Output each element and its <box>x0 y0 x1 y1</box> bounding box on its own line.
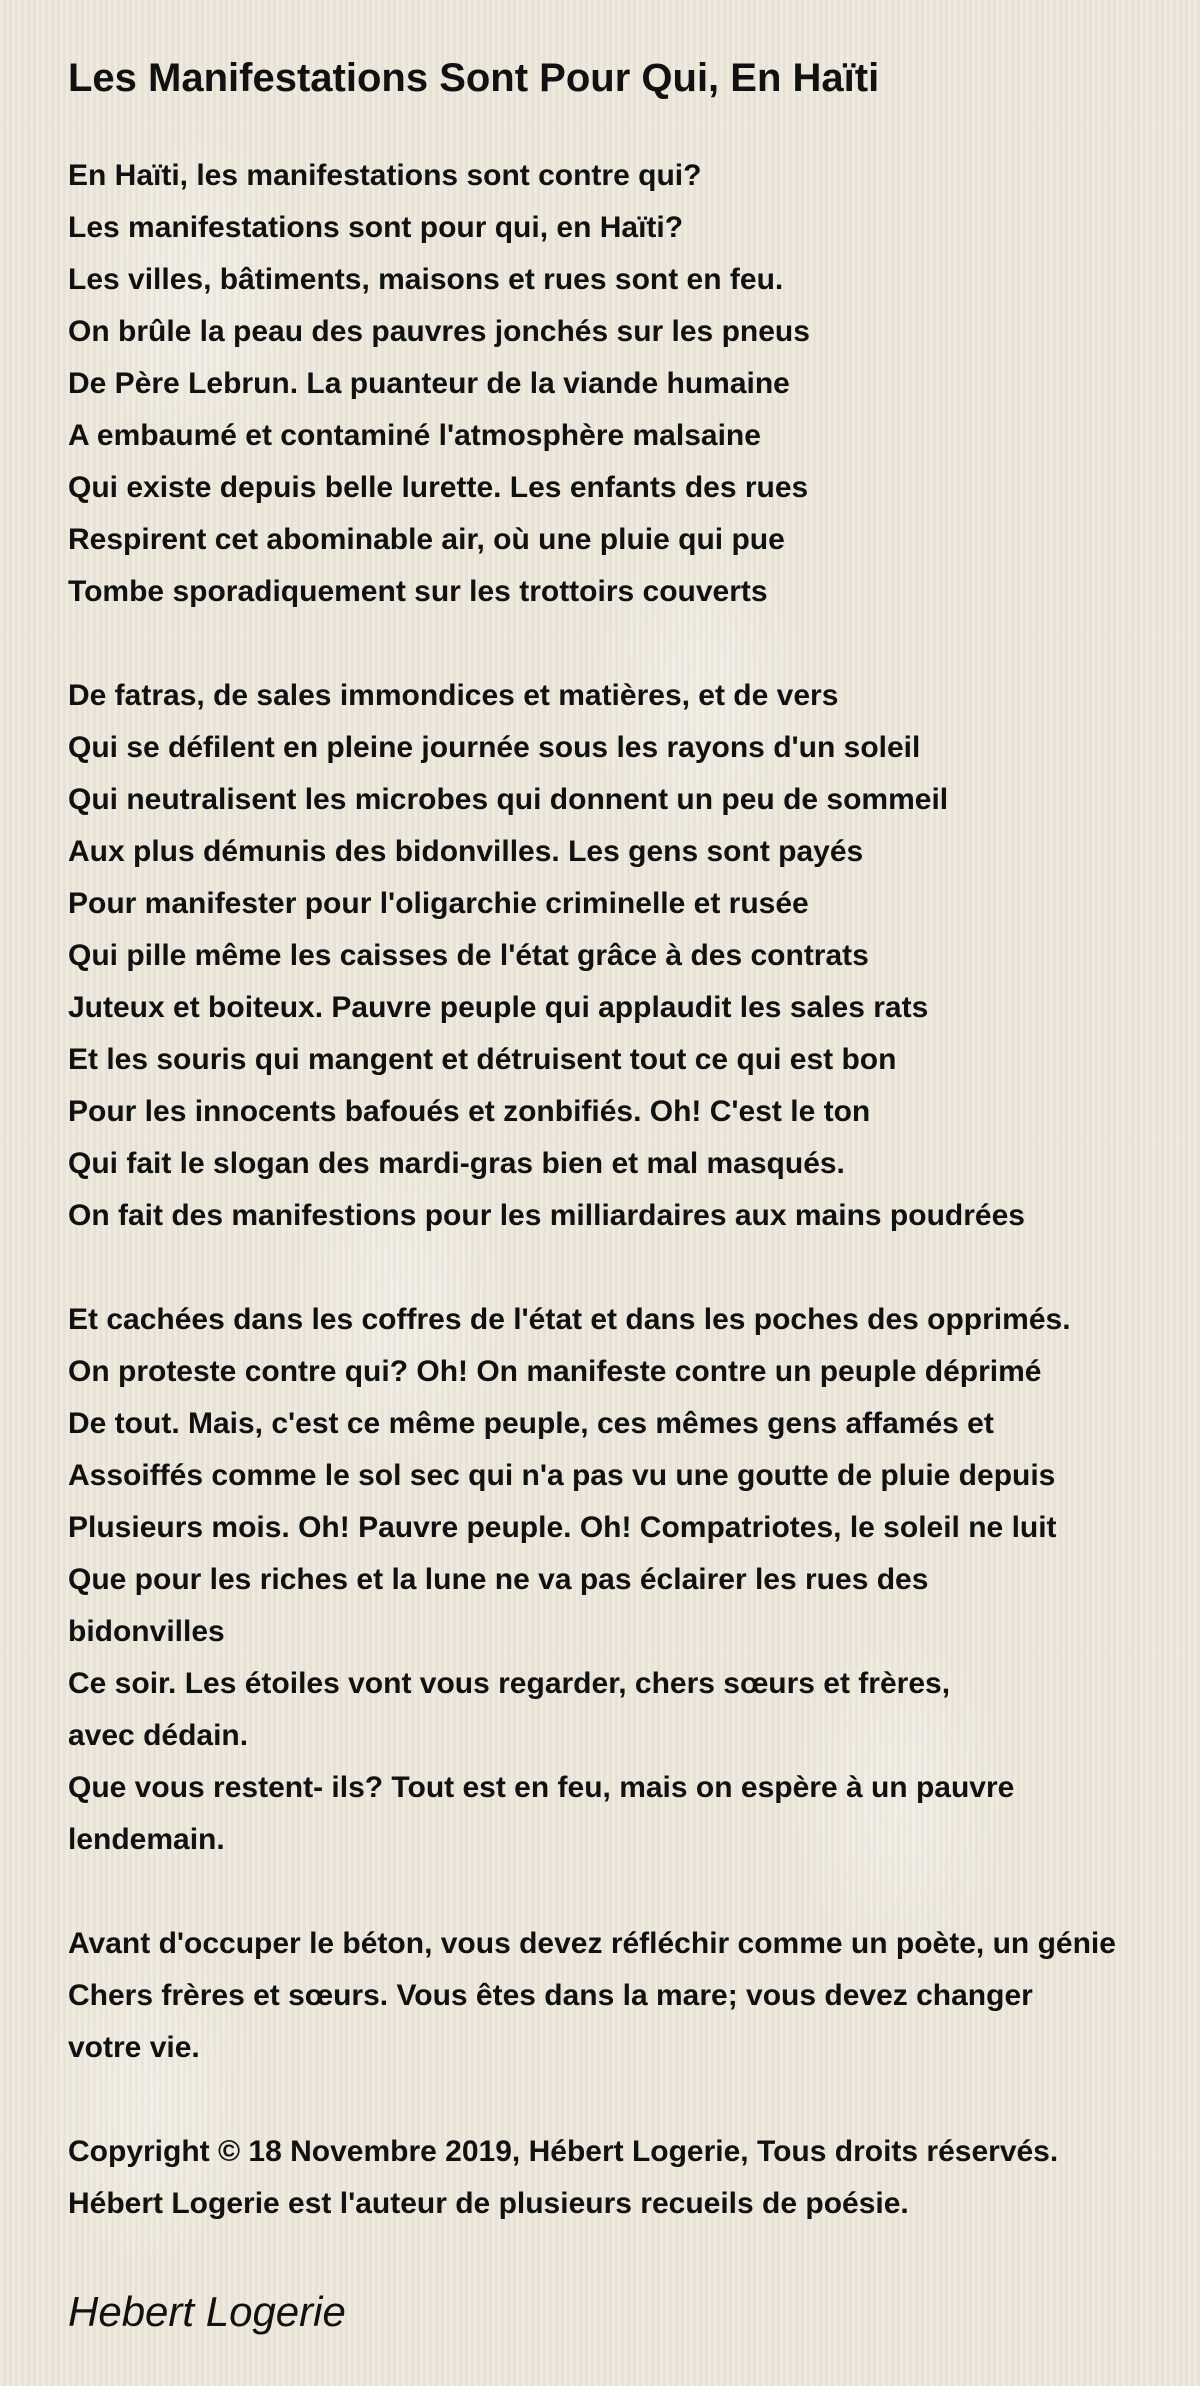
poem-line: Les manifestations sont pour qui, en Haïti? <box>68 211 684 244</box>
poem-author: Hebert Logerie <box>68 2288 346 2335</box>
poem-line: Copyright © 18 Novembre 2019, Hébert Logerie, Tous droits réservés. <box>68 2135 1059 2168</box>
poem-line: Respirent cet abominable air, où une pluie qui pue <box>68 523 785 556</box>
poem-line: Et les souris qui mangent et détruisent tout ce qui est bon <box>68 1043 897 1076</box>
poem-line: bidonvilles <box>68 1615 225 1648</box>
poem-line: Hébert Logerie est l'auteur de plusieurs recueils de poésie. <box>68 2187 909 2220</box>
poem-line: votre vie. <box>68 2031 200 2064</box>
poem-line: Pour manifester pour l'oligarchie criminelle et rusée <box>68 887 809 920</box>
poem-line: Assoiffés comme le sol sec qui n'a pas vu une goutte de pluie depuis <box>68 1459 1056 1492</box>
poem-page <box>68 50 1200 2342</box>
poem-line: Et cachées dans les coffres de l'état et dans les poches des opprimés. <box>68 1303 1071 1336</box>
poem-line: Aux plus démunis des bidonvilles. Les gens sont payés <box>68 835 864 868</box>
poem-line: On proteste contre qui? Oh! On manifeste contre un peuple déprimé <box>68 1355 1042 1388</box>
poem-line: Qui neutralisent les microbes qui donnent un peu de sommeil <box>68 783 949 816</box>
stanza-3 <box>68 1294 1200 1866</box>
stanza-1 <box>68 150 1200 618</box>
poem-line: lendemain. <box>68 1823 225 1856</box>
poem-line: Qui fait le slogan des mardi-gras bien et mal masqués. <box>68 1147 845 1180</box>
poem-title: Les Manifestations Sont Pour Qui, En Haïti <box>68 56 880 100</box>
poem-line: Que vous restent- ils? Tout est en feu, mais on espère à un pauvre <box>68 1771 1015 1804</box>
poem-body <box>68 150 1200 2230</box>
poem-line: Qui existe depuis belle lurette. Les enfants des rues <box>68 471 809 504</box>
poem-line: avec dédain. <box>68 1719 249 1752</box>
stanza-5 <box>68 2126 1200 2230</box>
poem-line: Pour les innocents bafoués et zonbifiés. Oh! C'est le ton <box>68 1095 871 1128</box>
poem-line: A embaumé et contaminé l'atmosphère malsaine <box>68 419 761 452</box>
poem-line: Tombe sporadiquement sur les trottoirs couverts <box>68 575 768 608</box>
poem-line: Qui pille même les caisses de l'état grâce à des contrats <box>68 939 869 972</box>
poem-line: Plusieurs mois. Oh! Pauvre peuple. Oh! Compatriotes, le soleil ne luit <box>68 1511 1057 1544</box>
poem-line: De fatras, de sales immondices et matières, et de vers <box>68 679 839 712</box>
poem-line: On brûle la peau des pauvres jonchés sur les pneus <box>68 315 810 348</box>
poem-line: Ce soir. Les étoiles vont vous regarder, chers sœurs et frères, <box>68 1667 951 1700</box>
poem-line: Que pour les riches et la lune ne va pas éclairer les rues des <box>68 1563 929 1596</box>
poem-line: Avant d'occuper le béton, vous devez réfléchir comme un poète, un génie <box>68 1927 1116 1960</box>
poem-line: Qui se défilent en pleine journée sous les rayons d'un soleil <box>68 731 921 764</box>
poem-line: On fait des manifestions pour les milliardaires aux mains poudrées <box>68 1199 1025 1232</box>
poem-line: De tout. Mais, c'est ce même peuple, ces mêmes gens affamés et <box>68 1407 994 1440</box>
poem-line: En Haïti, les manifestations sont contre qui? <box>68 159 702 192</box>
poem-line: Juteux et boiteux. Pauvre peuple qui applaudit les sales rats <box>68 991 929 1024</box>
poem-line: De Père Lebrun. La puanteur de la viande humaine <box>68 367 790 400</box>
stanza-4 <box>68 1918 1200 2074</box>
poem-line: Les villes, bâtiments, maisons et rues sont en feu. <box>68 263 784 296</box>
poem-line: Chers frères et sœurs. Vous êtes dans la mare; vous devez changer <box>68 1979 1033 2012</box>
stanza-2 <box>68 670 1200 1242</box>
